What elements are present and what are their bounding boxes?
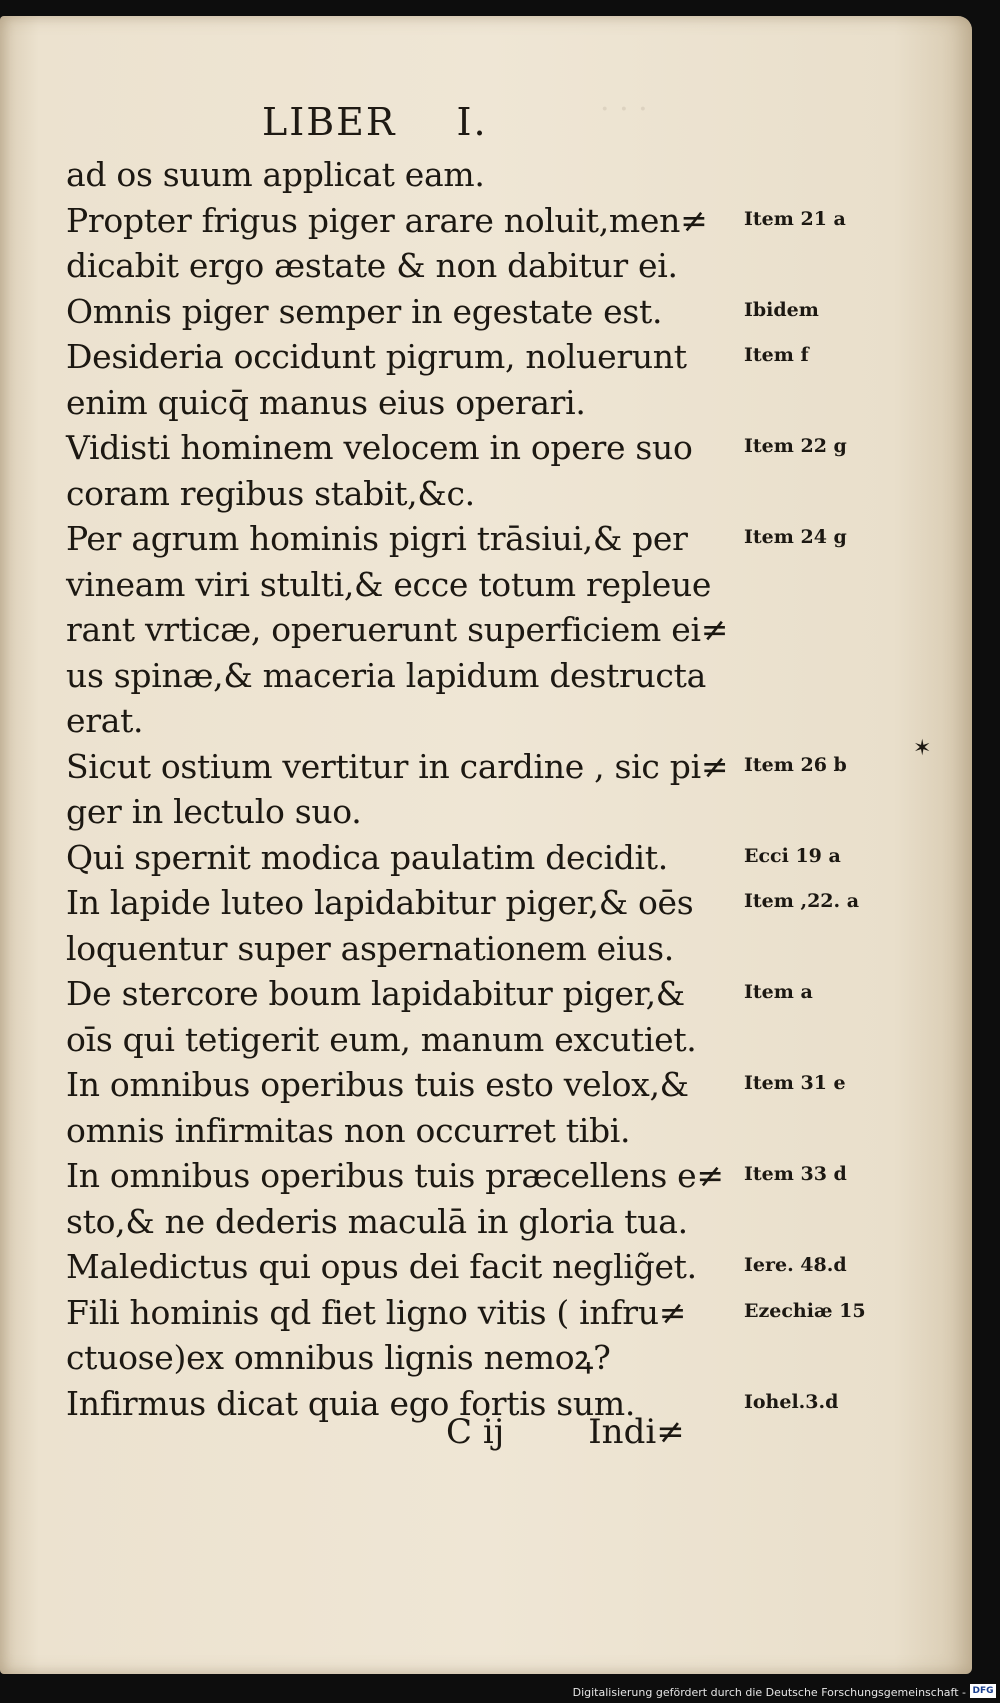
text-line: loquentur super aspernationem eius. [66,928,674,968]
text-line: Maledictus qui opus dei facit neglig̃et. [66,1247,697,1286]
catchword: Indi≠ [588,1412,685,1452]
margin-note: Iohel.3.d [744,1390,839,1413]
text-line: ad os suum applicat eam. [66,155,485,194]
text-line: oīs qui tetigerit eum, manum excutiet. [66,1019,697,1059]
show-through-text: · · · [600,92,648,127]
margin-note: Item 33 d [744,1163,847,1185]
running-title: LIBER [262,100,397,144]
margin-note: Ibidem [744,298,819,321]
text-line: Per agrum hominis pigri trāsiui,& per [66,519,688,558]
margin-note: Item 31 e [744,1072,846,1094]
text-line: ger in lectulo suo. [66,792,362,831]
margin-note: Item 24 g [744,526,847,548]
text-line: dicabit ergo æstate & non dabitur ei. [66,246,678,285]
text-line: Qui spernit modica paulatim decidit. [66,837,668,877]
catchline [446,1412,685,1452]
margin-note: Item 21 a [744,207,846,230]
text-line: sto,& ne dederis maculā in gloria tua. [66,1201,688,1241]
margin-note: Item a [744,981,813,1003]
main-text-block [66,152,736,1426]
text-line: enim quicq̄ manus eius operari. [66,382,586,422]
signature-mark: C ij [446,1412,505,1452]
text-line: Omnis piger semper in egestate est. [66,291,663,331]
text-line: vineam viri stulti,& ecce totum repleue [66,564,712,604]
text-line: coram regibus stabit,&c. [66,473,475,513]
margin-note: Ezechiæ 15 [744,1299,866,1322]
margin-note: Ecci 19 a [744,844,841,867]
text-line: Vidisti hominem velocem in opere suo [66,428,693,467]
text-line: Fili hominis qd fiet ligno vitis ( infru≠ [66,1292,687,1332]
text-line: In lapide luteo lapidabitur piger,& oēs [66,883,694,922]
margin-note: Iere. 48.d [744,1254,847,1276]
text-line: rant vrticæ, operuerunt superficiem ei≠ [66,610,729,649]
text-line: Sicut ostium vertitur in cardine , sic pi≠ [66,746,729,786]
text-line: ctuose)ex omnibus lignis nemoꝝ? [66,1338,611,1377]
margin-note: Item ,22. a [744,890,860,912]
margin-note: Item 22 g [744,435,847,457]
text-line: Propter frigus piger arare noluit,men≠ [66,200,708,240]
margin-note: Item 26 b [744,753,847,776]
margin-note: Item f [744,344,809,366]
text-line: In omnibus operibus tuis præcellens e≠ [66,1156,724,1195]
ink-mark: ✶ [913,736,932,761]
text-line: De stercore boum lapidabitur piger,& [66,974,685,1013]
text-line: Infirmus dicat quia ego fortis sum. [66,1383,636,1423]
text-line: Desideria occidunt pigrum, noluerunt [66,337,687,376]
folio-number: I. [456,100,488,144]
dfg-logo: DFG [970,1684,996,1698]
text-line: In omnibus operibus tuis esto velox,& [66,1065,689,1104]
text-line: erat. [66,701,144,740]
digitization-credit: Digitalisierung gefördert durch die Deutsche Forschungsgemeinschaft - [572,1686,966,1699]
text-line: omnis infirmitas non occurret tibi. [66,1110,631,1150]
text-line: us spinæ,& maceria lapidum destructa [66,655,706,695]
running-header [262,100,488,144]
